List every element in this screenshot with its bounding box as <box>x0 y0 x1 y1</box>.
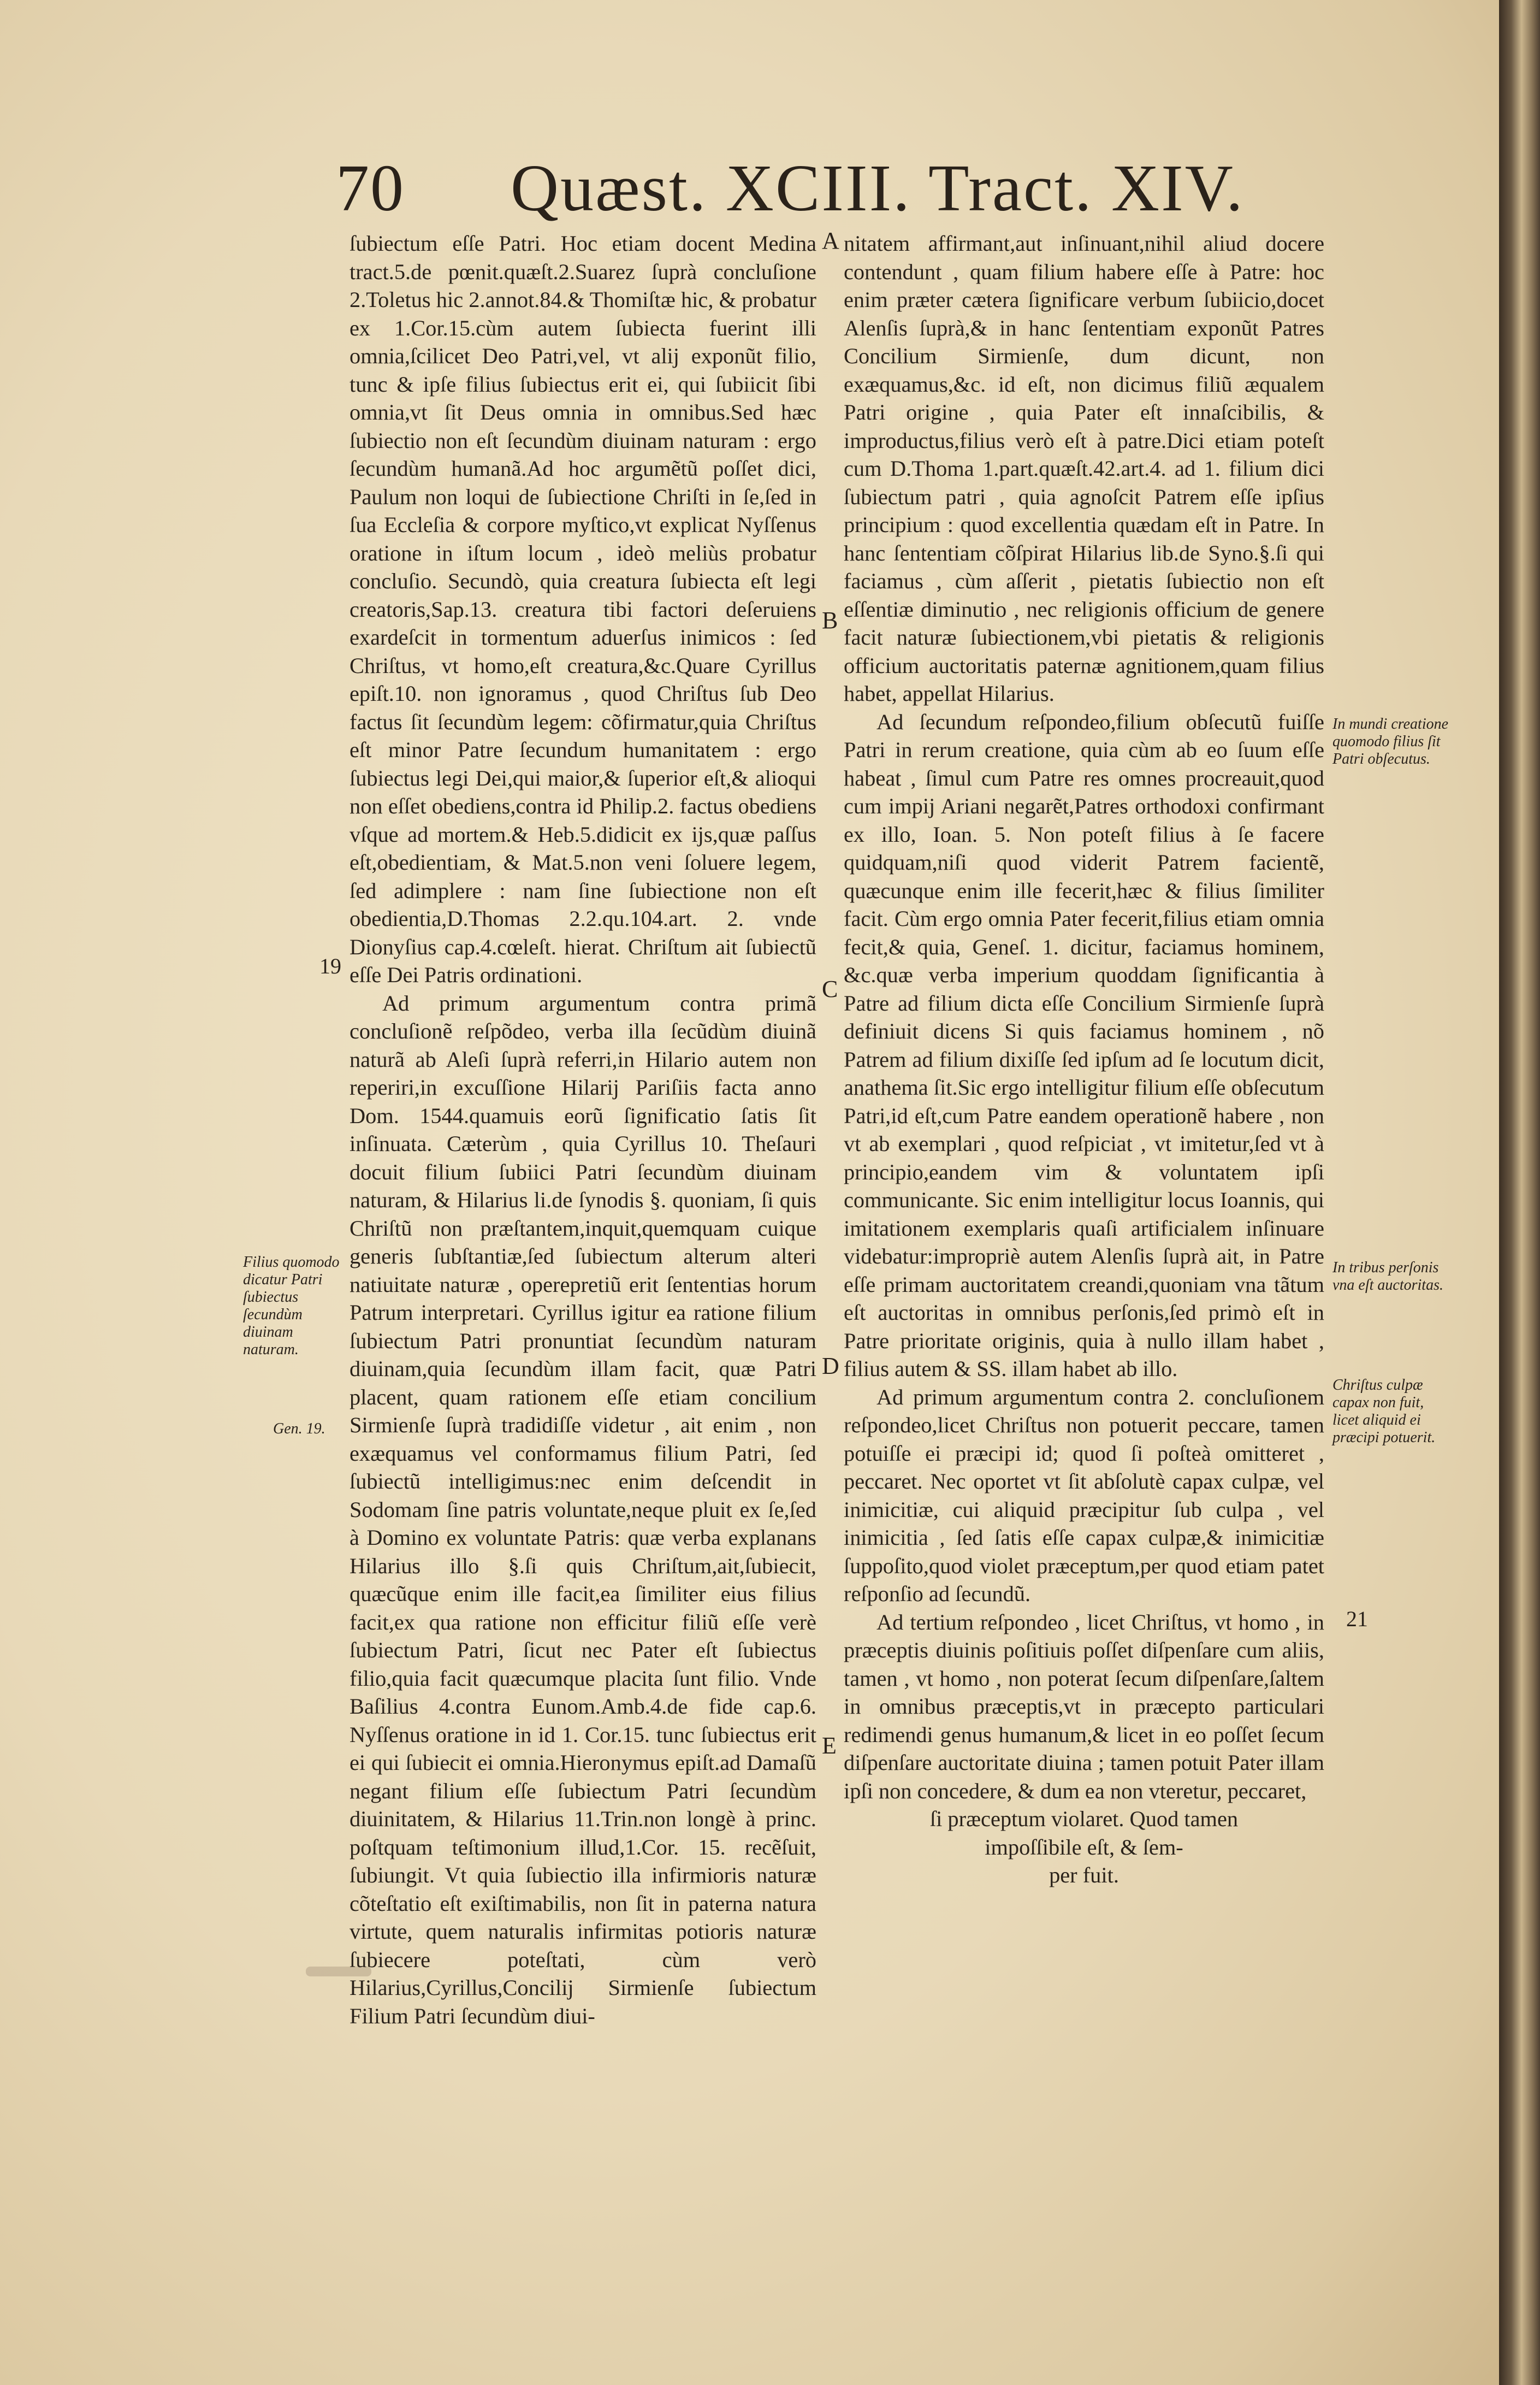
right-paragraph-1: nitatem affirmant,aut inſinuant,nihil aliud docere contendunt , quam filium habere eſſe à Patre: hoc enim præter cætera ſignificare verbum ſubiicio,docet Alenſis ſuprà,& in hanc ſententiam exponũt Patres Concilium Sirmienſe, dum dicunt, non exæquamus,&c. id eſt, non dicimus filiũ æqualem Patri origine , quia Pater eſt innaſcibilis, & improductus,filius verò eſt à patre.Dici etiam poteſt cum D.Thoma 1.part.quæſt.42.art.4. ad 1. filium dici ſubiectum patri , quia agnoſcit Patrem eſſe ipſius principium : quod excellentia quædam eſt in Patre. In hanc ſententiam cõſpirat Hilarius lib.de Syno.§.ſi qui faciamus , cùm aſſerit , pietatis ſubiectio non eſt eſſentiæ diminutio , nec religionis officium de genere facit naturæ ſubiectionem,vbi pietatis & religionis officium auctoritatis paternæ agnitionem,quam filius habet, appellat Hilarius. <box>844 231 1324 706</box>
right-paragraph-4-end-1: ſi præceptum violaret. Quod tamen <box>929 1807 1239 1831</box>
right-paragraph-4-end-3: per fuit. <box>1049 1863 1119 1887</box>
margin-note-left-1: Filius quomodo dicatur Patri ſubiectus ſecundùm diuinam naturam. <box>243 1254 340 1358</box>
section-letter-b: B <box>822 607 838 634</box>
left-paragraph-2: Ad primum argumentum contra primã concluſionẽ reſpõdeo, verba illa ſecũdùm diuinã naturã ab Aleſi ſuprà referri,in Hilario autem non reperiri,in excuſſione Hilarij Pariſiis facta anno Dom. 1544.quamuis eorũ ſignificatio ſatis ſit inſinuata. Cæterùm , quia Cyrillus 10. Theſauri docuit filium ſubiici Patri ſecundùm diuinam naturam, & Hilarius li.de ſynodis §. quoniam, ſi quis Chriſtũ non præſtantem,inquit,quemquam cuique generis ſubſtantiæ,ſed ſubiectum alterum alteri natiuitate naturæ , operepretiũ erit ſententias horum Patrum interpretari. Cyrillus igitur ea ratione filium ſubiectum Patri pronuntiat ſecundùm naturam diuinam,quia ſecundùm illam facit, quæ Patri placent, quam rationem eſſe etiam concilium Sirmienſe ſuprà tradidiſſe videtur , ait enim , non exæquamus vel conformamus filium Patri, ſed ſubiectũ intelligimus:nec enim deſcendit in Sodomam ſine patris voluntate,neque pluit ex ſe,ſed à Domino ex voluntate Patris: quæ verba explanans Hilarius illo §.ſi quis Chriſtum,ait,ſubiecit, quæcũque enim ille facit,ea ſimiliter eius filius facit,ex qua ratione non efficitur filiũ eſſe verè ſubiectum Patri, ſicut nec Pater eſt ſubiectus filio,quia facit quæcumque placita ſunt filio. Vnde Baſilius 4.contra Eunom.Amb.4.de fide cap.6. Nyſſenus oratione in id 1. Cor.15. tunc ſubiectus erit ei qui ſubiecit ei omnia.Hieronymus epiſt.ad Damaſũ negant filium eſſe ſubiectum Patri ſecundùm diuinitatem, & Hilarius 11.Trin.non longè à princ. poſtquam teſtimonium illud,1.Cor. 15. recẽſuit, ſubiungit. Vt quia ſubiectio illa infirmioris naturæ cõteſtatio eſt exiſtimabilis, non ſit in paterna natura virtute, quem naturalis infirmitas potioris naturæ ſubiecere poteſtati, cùm verò Hilarius,Cyrillus,Concilij Sirmienſe ſubiectum Filium Patri ſecundùm diui- <box>350 990 816 2028</box>
section-letter-d: D <box>822 1353 839 1379</box>
running-head: Quæst. XCIII. Tract. XIV. <box>511 151 1245 225</box>
right-column <box>844 229 1324 1890</box>
right-paragraph-4-end-2: impoſſibile eſt, & ſem- <box>985 1834 1183 1859</box>
paragraph-number-19: 19 <box>319 954 341 978</box>
book-spine-edge <box>1499 0 1540 2385</box>
left-paragraph-1: ſubiectum eſſe Patri. Hoc etiam docent Medina tract.5.de pœnit.quæſt.2.Suarez ſuprà concluſione 2.Toletus hic 2.annot.84.& Thomiſtæ hic, & probatur ex 1.Cor.15.cùm autem ſubiecta fuerint illi omnia,ſcilicet Deo Patri,vel, vt alij exponũt filio, tunc & ipſe filius ſubiectus erit ei, qui ſubiicit ſibi omnia,vt ſit Deus omnia in omnibus.Sed hæc ſubiectio non eſt ſecundùm diuinam naturam : ergo ſecundùm humanã.Ad hoc argumẽtũ poſſet dici, Paulum non loqui de ſubiectione Chriſti in ſe,ſed in ſua Eccleſia & corpore myſtico,vt explicat Nyſſenus oratione in iſtum locum , ideò meliùs probatur concluſio. Secundò, quia creatura ſubiecta eſt legi creatoris,Sap.13. creatura tibi factori deſeruiens exardeſcit in tormentum aduerſus inimicos : ſed Chriſtus, vt homo,eſt creatura,&c.Quare Cyrillus epiſt.10. non ignoramus , quod Chriſtus ſub Deo factus ſit ſecundùm legem: cõfirmatur,quia Chriſtus eſt minor Patre ſecundum humanitatem : ergo ſubiectus legi Dei,qui maior,& ſuperior eſt,& alioqui non eſſet obediens,contra id Philip.2. factus obediens vſque ad mortem.& Heb.5.didicit ex ijs,quæ paſſus eſt,obedientiam, & Mat.5.non veni ſoluere legem, ſed adimplere : nam ſine ſubiectione non eſt obedientia,D.Thomas 2.2.qu.104.art. 2. vnde Dionyſius cap.4.cœleſt. hierat. Chriſtum ait ſubiectũ eſſe Dei Patris ordinationi. <box>350 231 816 987</box>
page-number: 70 <box>336 151 405 225</box>
paragraph-number-21: 21 <box>1346 1607 1368 1631</box>
margin-note-right-3: Chriſtus culpæ capax non fuit, licet aliquid ei præcipi potuerit. <box>1332 1377 1436 1446</box>
margin-note-right-2: In tribus perſonis vna eſt auctoritas. <box>1332 1259 1443 1294</box>
left-column <box>350 229 816 2030</box>
section-letter-a: A <box>822 227 839 254</box>
section-letter-e: E <box>822 1732 837 1759</box>
margin-note-left-2: Gen. 19. <box>273 1420 325 1437</box>
margin-note-right-1: In mundi creatione quomodo filius ſit Patri obſecutus. <box>1332 716 1449 768</box>
right-paragraph-3: Ad primum argumentum contra 2. concluſionem reſpondeo,licet Chriſtus non potuerit peccare, tamen potuiſſe ei præcipi id; quod ſi poſteà omitteret , peccaret. Nec oportet vt ſit abſolutè capax culpæ, vel inimicitiæ, cui aliquid præcipitur ſub culpa , vel inimicitia , ſed ſatis eſſe capax culpæ,& inimicitiæ ſuppoſito,quod violet præceptum,per quod etiam patet reſponſio ad ſecundũ. <box>844 1384 1324 1606</box>
right-paragraph-4: Ad tertium reſpondeo , licet Chriſtus, vt homo , in præceptis diuinis poſitiuis poſſet diſpenſare cum aliis, tamen , vt homo , non poterat ſecum diſpenſare,ſaltem in omnibus præceptis,vt in præcepto particulari redimendi genus humanum,& licet in eo poſſet ſecum diſpenſare auctoritate diuina ; tamen potuit Pater illam ipſi non concedere, & dum ea non vteretur, peccaret, <box>844 1609 1324 1803</box>
ink-smudge <box>306 1967 371 1976</box>
section-letter-c: C <box>822 976 838 1002</box>
right-paragraph-2: Ad ſecundum reſpondeo,filium obſecutũ fuiſſe Patri in rerum creatione, quia cùm ab eo ſuum eſſe habeat , ſimul cum Patre res omnes procreauit,quod cum impij Ariani negarẽt,Patres orthodoxi confirmant ex illo, Ioan. 5. Non poteſt filius à ſe facere quidquam,niſi quod viderit Patrem facientẽ, quæcunque enim ille fecerit,hæc & filius ſimiliter facit. Cùm ergo omnia Pater fecerit,filius etiam omnia fecit,& quia, Geneſ. 1. dicitur, faciamus hominem, &c.quæ verba imperium quoddam ſignificantia à Patre ad filium dicta eſſe Concilium Sirmienſe ſuprà definiuit dicens Si quis faciamus hominem , nõ Patrem ad filium dixiſſe ſed ipſum ad ſe locutum dicit, anathema ſit.Sic ergo intelligitur filium eſſe obſecutum Patri,id eſt,cum Patre eandem operationẽ habere , non vt ab exemplari , quod reſpiciat , vt imitetur,ſed vt à principio,eandem vim & voluntatem ipſi communicante. Sic enim intelligitur locus Ioannis, qui imitationem exemplaris quaſi artificialem inſinuare videbatur:impropriè autem Alenſis ſuprà ait, in Patre eſſe primam auctoritatem creandi,quoniam vna tãtum eſt auctoritas in omnibus perſonis,ſed primò eſt in Patre prioritate originis, quia à nullo illam habet , filius autem & SS. illam habet ab illo. <box>844 709 1324 1381</box>
